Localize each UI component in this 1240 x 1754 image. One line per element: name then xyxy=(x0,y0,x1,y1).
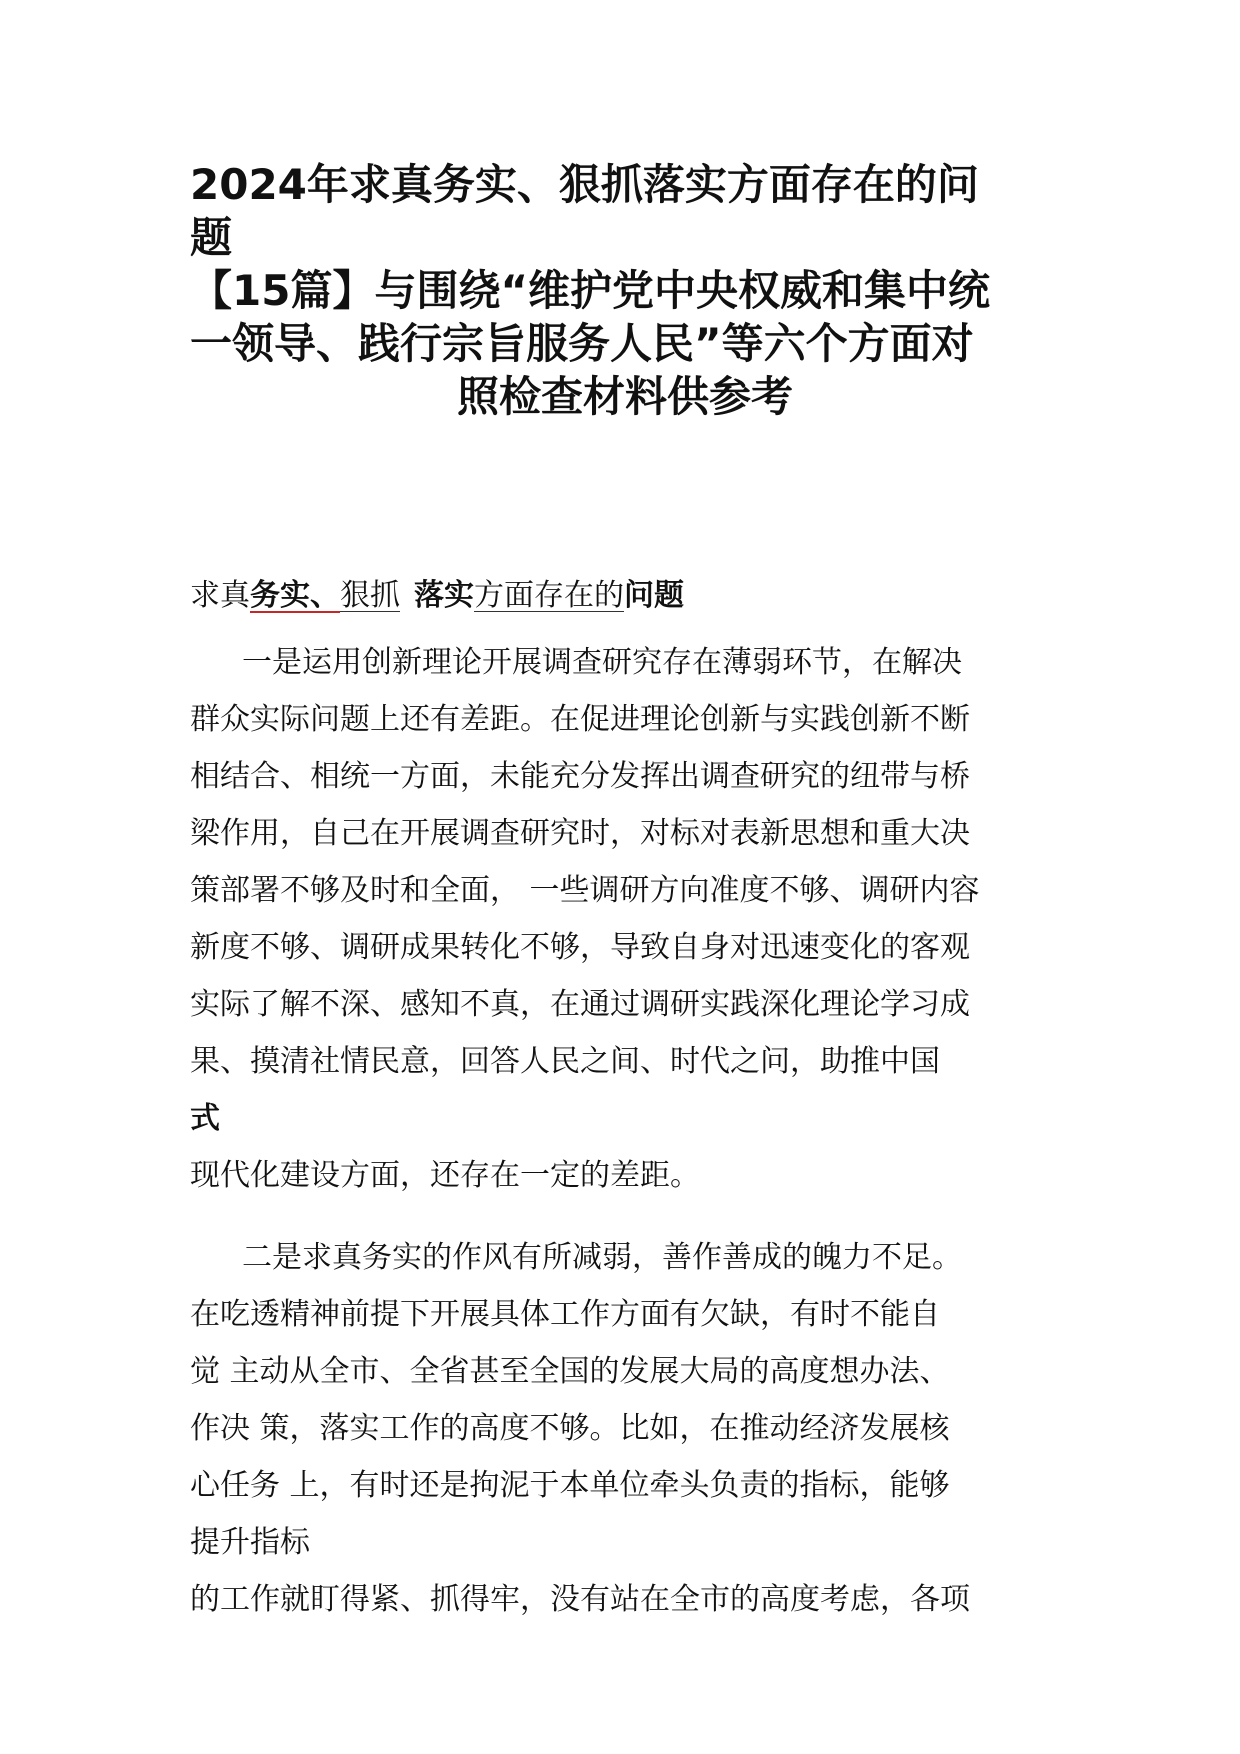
paragraph-2 xyxy=(190,1229,1070,1628)
text-line: 提升指标 xyxy=(190,1525,310,1560)
heading-part-underlined: 狠抓 xyxy=(340,578,400,613)
text-line: 作决 策，落实工作的高度不够。比如，在推动经济发展核 xyxy=(190,1411,950,1446)
text-line: 的工作就盯得紧、抓得牢，没有站在全市的高度考虑，各项 xyxy=(190,1582,970,1617)
heading-part-underlined: 务实、 xyxy=(250,578,340,613)
title-line: 2024年求真务实、狠抓落实方面存在的问 xyxy=(190,160,979,209)
heading-part: 落实 xyxy=(414,578,474,613)
heading-part: 问题 xyxy=(624,578,684,613)
text-line: 新度不够、调研成果转化不够，导致自身对迅速变化的客观 xyxy=(190,930,970,965)
text-line: 果、摸清社情民意，回答人民之间、时代之问，助推中国 xyxy=(190,1044,940,1079)
text-line: 二是求真务实的作风有所减弱，善作善成的魄力不足。 xyxy=(242,1240,962,1275)
document-title xyxy=(190,158,1060,423)
text-line: 策部署不够及时和全面， 一些调研方向准度不够、调研内容 xyxy=(190,873,980,908)
heading-part: 求真 xyxy=(190,578,250,613)
text-line: 梁作用，自己在开展调查研究时，对标对表新思想和重大决 xyxy=(190,816,970,851)
text-line: 群众实际问题上还有差距。在促进理论创新与实践创新不断 xyxy=(190,702,970,737)
title-line: 【15篇】与围绕“维护党中央权威和集中统 xyxy=(190,266,991,315)
text-line: 相结合、相统一方面，未能充分发挥出调查研究的纽带与桥 xyxy=(190,759,970,794)
text-line: 在吃透精神前提下开展具体工作方面有欠缺，有时不能自 xyxy=(190,1297,940,1332)
section-heading xyxy=(190,576,684,616)
text-line: 现代化建设方面，还存在一定的差距。 xyxy=(190,1158,700,1193)
paragraph-1 xyxy=(190,634,1070,1204)
text-line: 一是运用创新理论开展调查研究存在薄弱环节，在解决 xyxy=(242,645,962,680)
title-line: 照检查材料供参考 xyxy=(456,372,793,421)
text-line: 式 xyxy=(190,1101,220,1136)
text-line: 觉 主动从全市、全省甚至全国的发展大局的高度想办法、 xyxy=(190,1354,950,1389)
heading-part-underlined: 方面存在的 xyxy=(474,578,624,613)
title-line: 一领导、践行宗旨服务人民”等六个方面对 xyxy=(190,319,974,368)
text-line: 心任务 上，有时还是拘泥于本单位牵头负责的指标，能够 xyxy=(190,1468,950,1503)
title-line: 题 xyxy=(190,213,233,262)
text-line: 实际了解不深、感知不真，在通过调研实践深化理论学习成 xyxy=(190,987,970,1022)
